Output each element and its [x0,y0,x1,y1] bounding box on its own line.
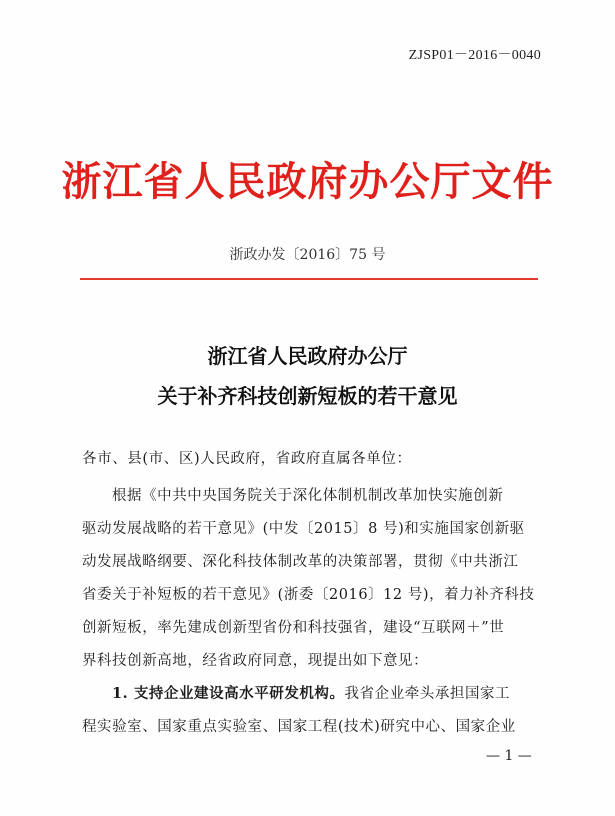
item-1-heading: 1. 支持企业建设高水平研发机构。 [112,685,345,702]
item-1-line: 程实验室、国家重点实验室、国家工程(技术)研究中心、国家企业 [82,719,516,735]
red-divider-line [80,278,538,280]
document-code: ZJSP01－2016－0040 [408,48,541,63]
salutation: 各市、县(市、区)人民政府，省政府直属各单位： [82,451,412,467]
item-1-first-line [112,682,510,703]
document-title-line-1: 浙江省人民政府办公厅 [207,344,408,368]
page-number: — 1 — [486,748,532,764]
document-number: 浙政办发〔2016〕75 号 [229,247,386,263]
document-title-line-2: 关于补齐科技创新短板的若干意见 [157,384,458,408]
paragraph-1-line: 省委关于补短板的若干意见》(浙委〔2016〕12 号)，着力补齐科技 [82,587,535,603]
paragraph-1-line: 创新短板，率先建成创新型省份和科技强省，建设“互联网＋”世 [82,620,505,636]
paragraph-1-line: 动发展战略纲要、深化科技体制改革的决策部署，贯彻《中共浙江 [82,554,519,570]
paragraph-1-line: 界科技创新高地，经省政府同意，现提出如下意见： [82,653,429,669]
paragraph-1-line: 驱动发展战略的若干意见》(中发〔2015〕8 号)和实施国家创新驱 [82,521,525,537]
document-masthead: 浙江省人民政府办公厅文件 [61,158,554,205]
paragraph-1-line: 根据《中共中央国务院关于深化体制机制改革加快实施创新 [112,488,504,504]
item-1-text: 我省企业牵头承担国家工 [344,686,511,702]
